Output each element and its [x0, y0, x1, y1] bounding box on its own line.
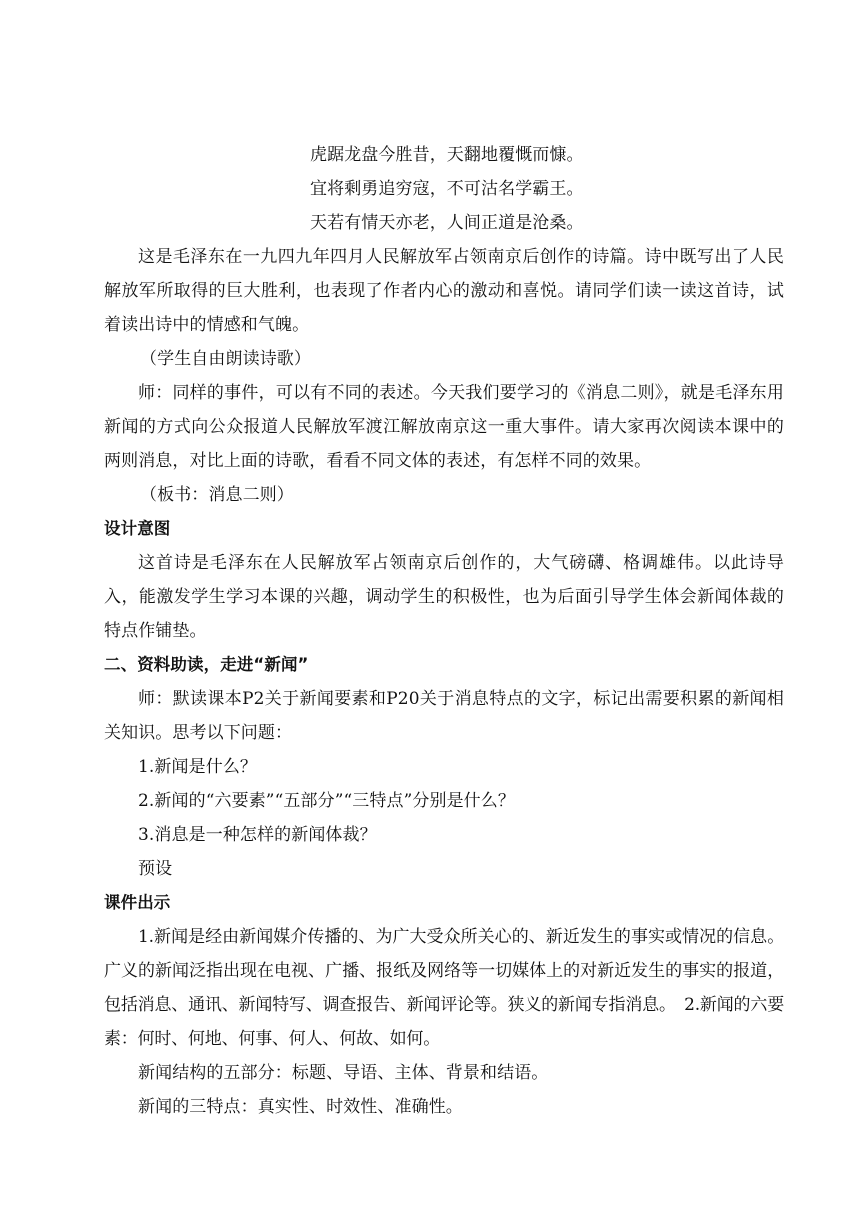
- poem-line-3: 天若有情天亦老，人间正道是沧桑。: [310, 213, 584, 233]
- heading-courseware: 课件出示: [104, 893, 171, 912]
- teacher-paragraph-1: 师：同样的事件，可以有不同的表述。今天我们要学习的《消息二则》，就是毛泽东用新闻的方式向公众报道人民解放军渡江解放南京这一重大事件。请大家再次阅读本课中的两则消息，对比上面的诗歌，看看不同文体的表述，有怎样不同的效果。: [104, 383, 784, 471]
- design-intent-paragraph: 这首诗是毛泽东在人民解放军占领南京后创作的，大气磅礴、格调雄伟。以此诗导入，能激发学生学习本课的兴趣，调动学生的积极性，也为后面引导学生体会新闻体裁的特点作铺垫。: [104, 553, 784, 641]
- teacher-paragraph-2: 师：默读课本P2关于新闻要素和P20关于消息特点的文字，标记出需要积累的新闻相关知识。思考以下问题：: [104, 689, 784, 743]
- poem-line-2: 宜将剩勇追穷寇，不可沽名学霸王。: [310, 179, 584, 199]
- five-parts-line: 新闻结构的五部分：标题、导语、主体、背景和结语。: [138, 1063, 549, 1083]
- three-features-line: 新闻的三特点：真实性、时效性、准确性。: [138, 1097, 463, 1117]
- stage-direction-blackboard: （板书：消息二则）: [140, 485, 294, 505]
- stage-direction-reading: （学生自由朗读诗歌）: [140, 349, 311, 369]
- intro-paragraph: 这是毛泽东在一九四九年四月人民解放军占领南京后创作的诗篇。诗中既写出了人民解放军所取得的巨大胜利，也表现了作者内心的激动和喜悦。请同学们读一读这首诗，试着读出诗中的情感和气魄。: [104, 247, 784, 335]
- question-3: 3.消息是一种怎样的新闻体裁？: [138, 825, 377, 845]
- question-2: 2.新闻的“六要素”“五部分”“三特点”分别是什么？: [138, 791, 515, 811]
- courseware-paragraph: 1.新闻是经由新闻媒介传播的、为广大受众所关心的、新近发生的事实或情况的信息。广义的新闻泛指出现在电视、广播、报纸及网络等一切媒体上的对新近发生的事实的报道，包括消息、通讯、新闻特写、调查报告、新闻评论等。狭义的新闻专指消息。 2.新闻的六要素：何时、何地、何事、何人、何故、如何。: [104, 927, 784, 1049]
- preset-label: 预设: [138, 859, 173, 879]
- document-body: [104, 138, 784, 1124]
- poem-line-1: 虎踞龙盘今胜昔，天翻地覆慨而慷。: [310, 145, 584, 165]
- heading-section-2: 二、资料助读，走进“新闻”: [104, 655, 309, 674]
- heading-design-intent: 设计意图: [104, 519, 171, 538]
- question-1: 1.新闻是什么？: [138, 757, 258, 777]
